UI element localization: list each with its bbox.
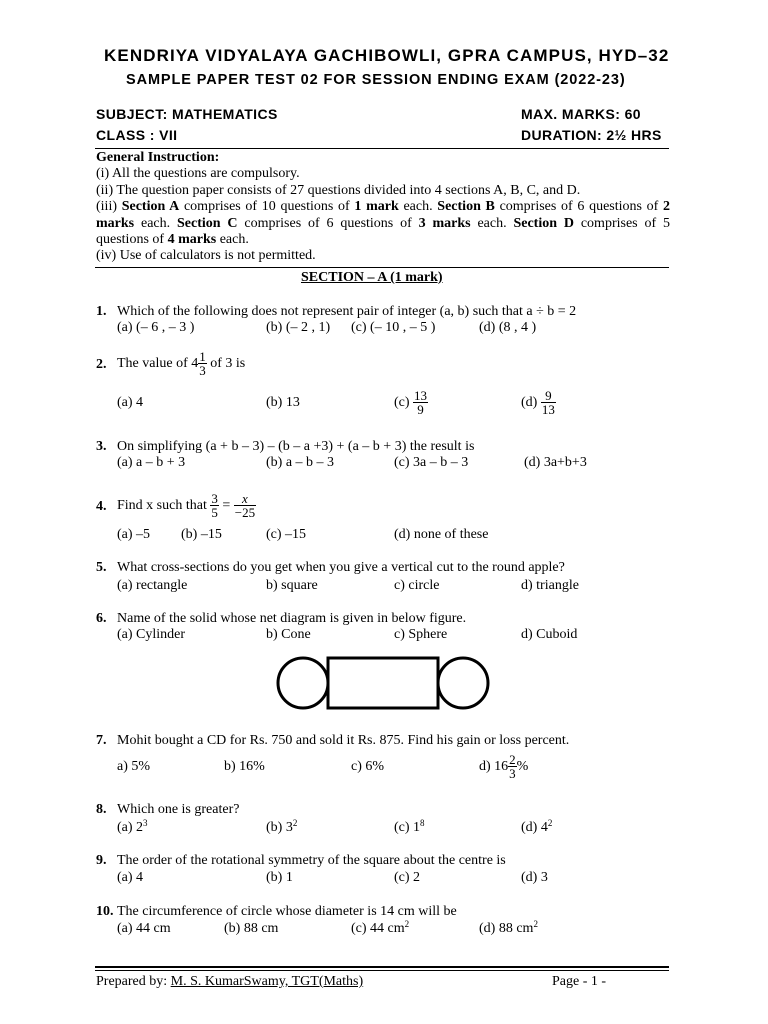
q6-option-b: b) Cone bbox=[266, 627, 311, 642]
instructions-divider bbox=[95, 267, 669, 268]
q3-option-b: (b) a – b – 3 bbox=[266, 455, 335, 470]
q3-option-a: (a) a – b + 3 bbox=[117, 455, 186, 470]
q6-option-c: c) Sphere bbox=[394, 627, 448, 642]
q10-option-b: (b) 88 cm bbox=[224, 921, 279, 936]
q2-text: The value of 4 $\frac{1}{3}$ of 3 is bbox=[117, 348, 246, 379]
cylinder-net-diagram bbox=[276, 652, 490, 714]
q2-option-b: (b) 13 bbox=[266, 395, 300, 410]
duration-label: DURATION: 2½ HRS bbox=[521, 127, 662, 143]
q10-option-a: (a) 44 cm bbox=[117, 921, 171, 936]
q10-option-c: (c) 44 $cm^2$ bbox=[351, 919, 410, 936]
q1-option-d: (d) (8 , 4 ) bbox=[479, 320, 537, 335]
footer-rule-bottom bbox=[95, 970, 669, 971]
q6-option-d: d) Cuboid bbox=[521, 627, 578, 642]
q5-option-c: c) circle bbox=[394, 578, 440, 593]
section-a-title: SECTION – A (1 mark) bbox=[301, 270, 443, 285]
q6-option-a: (a) Cylinder bbox=[117, 627, 186, 642]
net-left-circle bbox=[278, 658, 328, 708]
q4-number: 4. bbox=[96, 499, 107, 514]
q2-option-c: (c) $\frac{13}{9}$ bbox=[394, 387, 428, 418]
header-divider bbox=[95, 148, 669, 149]
q5-number: 5. bbox=[96, 560, 107, 575]
q2-option-a: (a) 4 bbox=[117, 395, 144, 410]
q2-fraction: $\frac{1}{3}$ bbox=[199, 348, 206, 379]
instructions-title: General Instruction: bbox=[96, 150, 220, 165]
q3-option-c: (c) 3a – b – 3 bbox=[394, 455, 469, 470]
q9-text: The order of the rotational symmetry of the square about the centre is bbox=[117, 853, 506, 868]
q5-option-b: b) square bbox=[266, 578, 318, 593]
q5-option-d: d) triangle bbox=[521, 578, 579, 593]
instruction-ii: (ii) The question paper consists of 27 questions divided into 4 sections A, B, C, and D. bbox=[96, 182, 581, 198]
q8-number: 8. bbox=[96, 802, 107, 817]
q8-option-c: (c) $1^8$ bbox=[394, 818, 425, 835]
school-name: KENDRIYA VIDYALAYA GACHIBOWLI, GPRA CAMPUS, HYD–32 bbox=[104, 46, 670, 65]
q3-number: 3. bbox=[96, 439, 107, 454]
footer-prepared-by: Prepared by: M. S. KumarSwamy, TGT(Maths) bbox=[96, 974, 364, 989]
q3-option-d: (d) 3a+b+3 bbox=[524, 455, 587, 470]
q9-option-d: (d) 3 bbox=[521, 870, 548, 885]
instruction-iii: (iii) Section A comprises of 10 questions of 1 mark each. Section B comprises of 6 questions of 2 marks each. Section C comprises of 6 questions of 3 marks each. Section D comprises of 5 questions of 4 marks each. bbox=[96, 199, 671, 248]
q7-option-d: d) 16 $\frac{2}{3}$ % bbox=[479, 751, 529, 782]
q9-option-b: (b) 1 bbox=[266, 870, 293, 885]
class-label: CLASS : VII bbox=[96, 127, 178, 143]
q7-option-a: a) 5% bbox=[117, 759, 151, 774]
q9-option-c: (c) 2 bbox=[394, 870, 421, 885]
q4-option-d: (d) none of these bbox=[394, 527, 489, 542]
q9-option-a: (a) 4 bbox=[117, 870, 144, 885]
instruction-iv: (iv) Use of calculators is not permitted. bbox=[96, 248, 316, 264]
q4-text: Find x such that $\frac{3}{5}$ = $\frac{x}{-25}$ bbox=[117, 490, 256, 521]
q1-text: Which of the following does not represent pair of integer (a, b) such that a ÷ b = 2 bbox=[117, 304, 577, 319]
q7-option-b: b) 16% bbox=[224, 759, 265, 774]
q10-option-d: (d) 88 $cm^2$ bbox=[479, 919, 538, 936]
q1-option-c: (c) (– 10 , – 5 ) bbox=[351, 320, 436, 335]
q4-option-b: (b) –15 bbox=[181, 527, 222, 542]
q5-option-a: (a) rectangle bbox=[117, 578, 188, 593]
q8-text: Which one is greater? bbox=[117, 802, 240, 817]
instruction-i: (i) All the questions are compulsory. bbox=[96, 166, 300, 182]
q10-number: 10. bbox=[96, 904, 114, 919]
q8-option-b: (b) $3^2$ bbox=[266, 818, 298, 835]
q3-text: On simplifying (a + b – 3) – (b – a +3) + (a – b + 3) the result is bbox=[117, 439, 475, 454]
exam-title: SAMPLE PAPER TEST 02 FOR SESSION ENDING EXAM (2022-23) bbox=[126, 72, 626, 88]
q7-option-c: c) 6% bbox=[351, 759, 385, 774]
footer-author: M. S. KumarSwamy, TGT(Maths) bbox=[170, 974, 364, 989]
q4-option-a: (a) –5 bbox=[117, 527, 151, 542]
q7-number: 7. bbox=[96, 733, 107, 748]
q5-text: What cross-sections do you get when you give a vertical cut to the round apple? bbox=[117, 560, 565, 575]
q10-text: The circumference of circle whose diameter is 14 cm will be bbox=[117, 904, 457, 919]
q1-option-a: (a) (– 6 , – 3 ) bbox=[117, 320, 195, 335]
footer-page-number: Page - 1 - bbox=[552, 974, 607, 989]
q8-option-a: (a) $2^3$ bbox=[117, 818, 148, 835]
q1-number: 1. bbox=[96, 304, 107, 319]
q4-option-c: (c) –15 bbox=[266, 527, 307, 542]
q2-number: 2. bbox=[96, 357, 107, 372]
q7-text: Mohit bought a CD for Rs. 750 and sold it Rs. 875. Find his gain or loss percent. bbox=[117, 733, 570, 748]
net-rectangle bbox=[328, 658, 438, 708]
max-marks-label: MAX. MARKS: 60 bbox=[521, 106, 641, 122]
subject-label: SUBJECT: MATHEMATICS bbox=[96, 106, 278, 122]
q1-option-b: (b) (– 2 , 1) bbox=[266, 320, 331, 335]
q6-text: Name of the solid whose net diagram is given in below figure. bbox=[117, 611, 467, 626]
general-instructions bbox=[96, 150, 670, 265]
q8-option-d: (d) $4^2$ bbox=[521, 818, 553, 835]
footer-rule-top bbox=[95, 966, 669, 968]
q6-number: 6. bbox=[96, 611, 107, 626]
q2-option-d: (d) $\frac{9}{13}$ bbox=[521, 387, 555, 418]
net-right-circle bbox=[438, 658, 488, 708]
q9-number: 9. bbox=[96, 853, 107, 868]
